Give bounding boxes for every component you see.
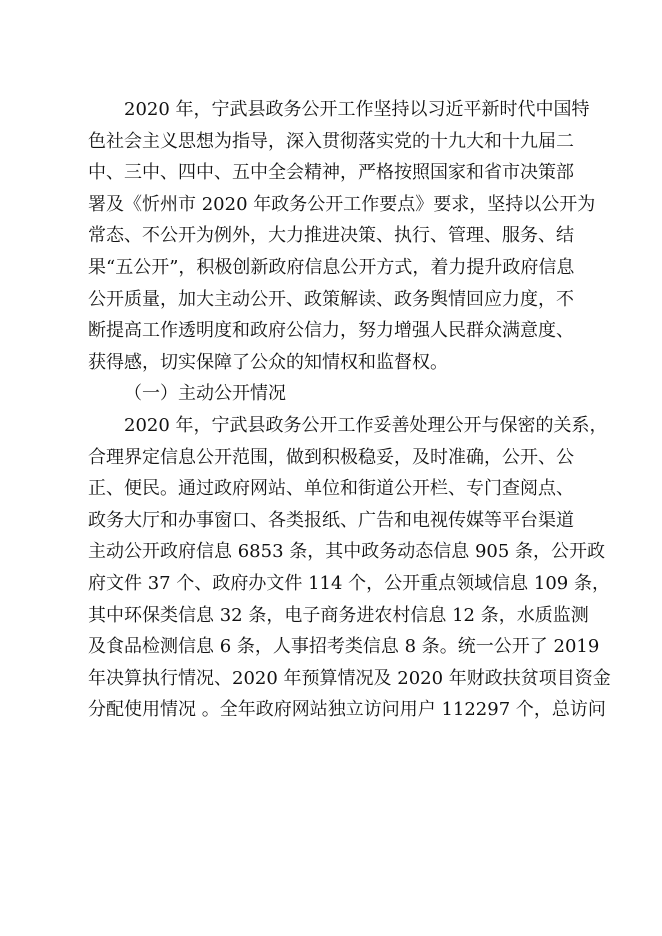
- paragraph-line: 署及《忻州市 2020 年政务公开工作要点》要求，坚持以公开为: [88, 193, 596, 215]
- paragraph-line: 其中环保类信息 32 条，电子商务进农村信息 12 条，水质监测: [88, 604, 589, 626]
- paragraph-line: 常态、不公开为例外，大力推进决策、执行、管理、服务、结: [88, 225, 574, 247]
- paragraph-line: 合理界定信息公开范围，做到积极稳妥，及时准确，公开、公: [88, 446, 574, 468]
- paragraph-line: 政务大厅和办事窗口、各类报纸、广告和电视传媒等平台渠道: [88, 509, 574, 531]
- paragraph-active-disclosure: [88, 410, 611, 726]
- paragraph-line: 主动公开政府信息 6853 条，其中政务动态信息 905 条，公开政: [88, 541, 606, 563]
- paragraph-line: 2020 年，宁武县政务公开工作妥善处理公开与保密的关系，: [124, 414, 608, 436]
- paragraph-intro: [88, 94, 596, 378]
- paragraph-line: 2020 年，宁武县政务公开工作坚持以习近平新时代中国特: [124, 99, 590, 120]
- paragraph-line: 分配使用情况 。全年政府网站独立访问用户 112297 个，总访问: [88, 699, 606, 721]
- section-heading: （一）主动公开情况: [124, 383, 286, 405]
- paragraph-line: 断提高工作透明度和政府公信力，努力增强人民群众满意度、: [88, 320, 574, 342]
- paragraph-line: 色社会主义思想为指导，深入贯彻落实党的十九大和十九届二: [88, 130, 574, 152]
- paragraph-line: 获得感，切实保障了公众的知情权和监督权。: [88, 351, 448, 373]
- paragraph-line: 年决算执行情况、2020 年预算情况及 2020 年财政扶贫项目资金: [88, 667, 611, 689]
- paragraph-line: 正、便民。通过政府网站、单位和街道公开栏、专门查阅点、: [88, 478, 574, 500]
- document-body: [88, 94, 611, 726]
- paragraph-line: 府文件 37 个、政府办文件 114 个，公开重点领域信息 109 条，: [88, 572, 610, 594]
- paragraph-line: 及食品检测信息 6 条，人事招考类信息 8 条。统一公开了 2019: [88, 636, 600, 658]
- paragraph-line: 中、三中、四中、五中全会精神，严格按照国家和省市决策部: [88, 162, 574, 184]
- paragraph-line: 果“五公开”，积极创新政府信息公开方式，着力提升政府信息: [88, 256, 575, 278]
- paragraph-line: 公开质量，加大主动公开、政策解读、政务舆情回应力度，不: [88, 288, 574, 310]
